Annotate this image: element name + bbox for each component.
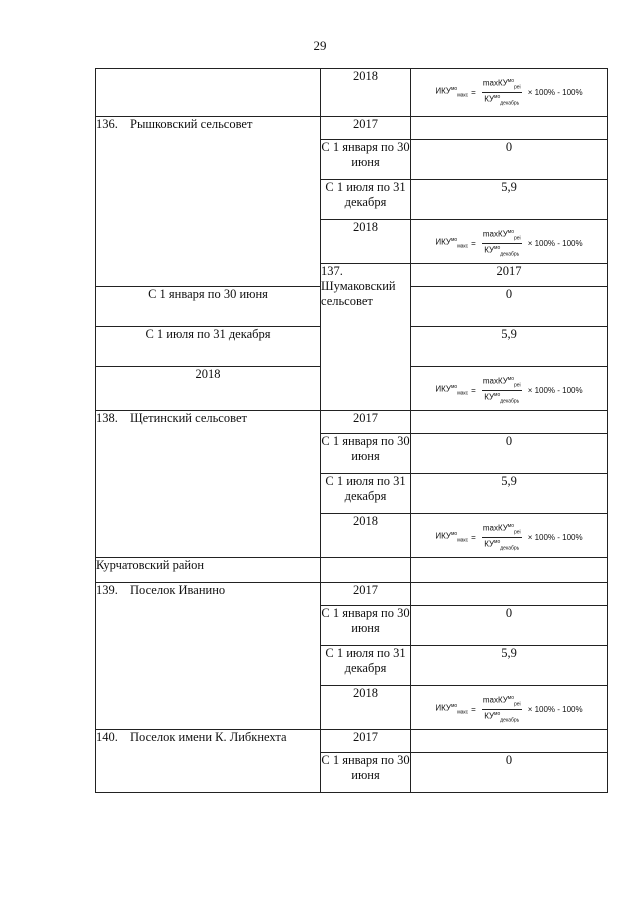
formula-tail: × 100% - 100% xyxy=(527,239,583,249)
formula-numerator: maxКУ$^{мо}_{pei}$ xyxy=(482,694,522,710)
formula-fraction xyxy=(482,228,522,260)
district-name: Курчатовский район xyxy=(96,558,321,583)
row-number: 139. xyxy=(96,583,118,597)
period-cell: С 1 июля по 31 декабря xyxy=(321,474,411,514)
year-cell: 2017 xyxy=(321,583,411,606)
formula-denominator: $КУ^{мо}_{декабрь}$ xyxy=(484,711,520,724)
formula-equals: = xyxy=(471,533,476,543)
formula-tail: × 100% - 100% xyxy=(527,88,583,98)
year-cell: 2018 xyxy=(321,69,411,117)
tariff-table xyxy=(95,68,608,793)
formula-fraction xyxy=(482,375,522,407)
formula-fraction xyxy=(482,77,522,109)
formula-lhs: $ИКУ^{мо}_{макс}$ xyxy=(435,703,469,716)
settlement-name: Поселок имени К. Либкнехта xyxy=(130,730,287,744)
year-cell: 2018 xyxy=(96,367,321,411)
period-cell: С 1 января по 30 июня xyxy=(321,434,411,474)
period-cell: С 1 июля по 31 декабря xyxy=(321,180,411,220)
table-row xyxy=(96,583,608,606)
year-cell: 2017 xyxy=(411,264,608,287)
formula-numerator: maxКУ$^{мо}_{pei}$ xyxy=(482,77,522,93)
formula-equals: = xyxy=(471,88,476,98)
settlement-name: Поселок Иванино xyxy=(130,583,226,597)
row-number: 136. xyxy=(96,117,118,131)
table-row xyxy=(96,730,608,753)
formula-fraction xyxy=(482,522,522,554)
formula-lhs: $ИКУ^{мо}_{макс}$ xyxy=(435,384,469,397)
index-formula xyxy=(435,228,582,260)
formula-cell xyxy=(411,686,608,730)
formula-denominator: $КУ^{мо}_{декабрь}$ xyxy=(484,245,520,258)
formula-lhs: $ИКУ^{мо}_{макс}$ xyxy=(435,86,469,99)
formula-lhs: $ИКУ^{мо}_{макс}$ xyxy=(435,237,469,250)
settlement-cell xyxy=(96,730,321,793)
year-cell: 2018 xyxy=(321,514,411,558)
settlement-cell xyxy=(96,583,321,730)
row-number: 140. xyxy=(96,730,118,744)
settlement-cell xyxy=(96,411,321,558)
period-cell: С 1 января по 30 июня xyxy=(321,753,411,793)
value-cell: 0 xyxy=(411,287,608,327)
formula-denominator: $КУ^{мо}_{декабрь}$ xyxy=(484,539,520,552)
year-cell: 2017 xyxy=(321,730,411,753)
year-cell: 2017 xyxy=(321,117,411,140)
formula-cell xyxy=(411,514,608,558)
name-cell-empty xyxy=(96,69,321,117)
index-formula xyxy=(435,77,582,109)
formula-equals: = xyxy=(471,239,476,249)
settlement-name: Рышковский сельсовет xyxy=(130,117,253,131)
empty-cell xyxy=(411,730,608,753)
formula-lhs: $ИКУ^{мо}_{макс}$ xyxy=(435,531,469,544)
index-formula xyxy=(435,522,582,554)
period-cell: С 1 января по 30 июня xyxy=(321,606,411,646)
formula-tail: × 100% - 100% xyxy=(527,705,583,715)
value-cell: 5,9 xyxy=(411,180,608,220)
formula-fraction xyxy=(482,694,522,726)
table-row xyxy=(96,117,608,140)
value-cell: 5,9 xyxy=(411,327,608,367)
formula-equals: = xyxy=(471,705,476,715)
empty-cell xyxy=(321,558,411,583)
table-row xyxy=(96,411,608,434)
year-cell: 2018 xyxy=(321,220,411,264)
value-cell: 0 xyxy=(411,753,608,793)
settlement-cell xyxy=(96,117,321,287)
value-cell: 0 xyxy=(411,434,608,474)
formula-tail: × 100% - 100% xyxy=(527,533,583,543)
period-cell: С 1 июля по 31 декабря xyxy=(321,646,411,686)
period-cell: С 1 января по 30 июня xyxy=(96,287,321,327)
value-cell: 5,9 xyxy=(411,474,608,514)
empty-cell xyxy=(411,117,608,140)
settlement-name: Шумаковский сельсовет xyxy=(321,279,396,308)
formula-numerator: maxКУ$^{мо}_{pei}$ xyxy=(482,228,522,244)
settlement-cell xyxy=(321,264,411,411)
row-number: 138. xyxy=(96,411,118,425)
empty-cell xyxy=(411,411,608,434)
formula-numerator: maxКУ$^{мо}_{pei}$ xyxy=(482,522,522,538)
table-row xyxy=(96,69,608,117)
empty-cell xyxy=(411,583,608,606)
formula-cell xyxy=(411,220,608,264)
page-number: 29 xyxy=(313,38,327,53)
district-row xyxy=(96,558,608,583)
index-formula xyxy=(435,375,582,407)
empty-cell xyxy=(411,558,608,583)
formula-numerator: maxКУ$^{мо}_{pei}$ xyxy=(482,375,522,391)
formula-denominator: $КУ^{мо}_{декабрь}$ xyxy=(484,94,520,107)
year-cell: 2018 xyxy=(321,686,411,730)
value-cell: 5,9 xyxy=(411,646,608,686)
value-cell: 0 xyxy=(411,140,608,180)
formula-equals: = xyxy=(471,386,476,396)
index-formula xyxy=(435,694,582,726)
year-cell: 2017 xyxy=(321,411,411,434)
period-cell: С 1 июля по 31 декабря xyxy=(96,327,321,367)
formula-cell xyxy=(411,367,608,411)
value-cell: 0 xyxy=(411,606,608,646)
row-number: 137. xyxy=(321,264,343,278)
formula-cell xyxy=(411,69,608,117)
formula-tail: × 100% - 100% xyxy=(527,386,583,396)
period-cell: С 1 января по 30 июня xyxy=(321,140,411,180)
formula-denominator: $КУ^{мо}_{декабрь}$ xyxy=(484,392,520,405)
settlement-name: Щетинский сельсовет xyxy=(130,411,247,425)
